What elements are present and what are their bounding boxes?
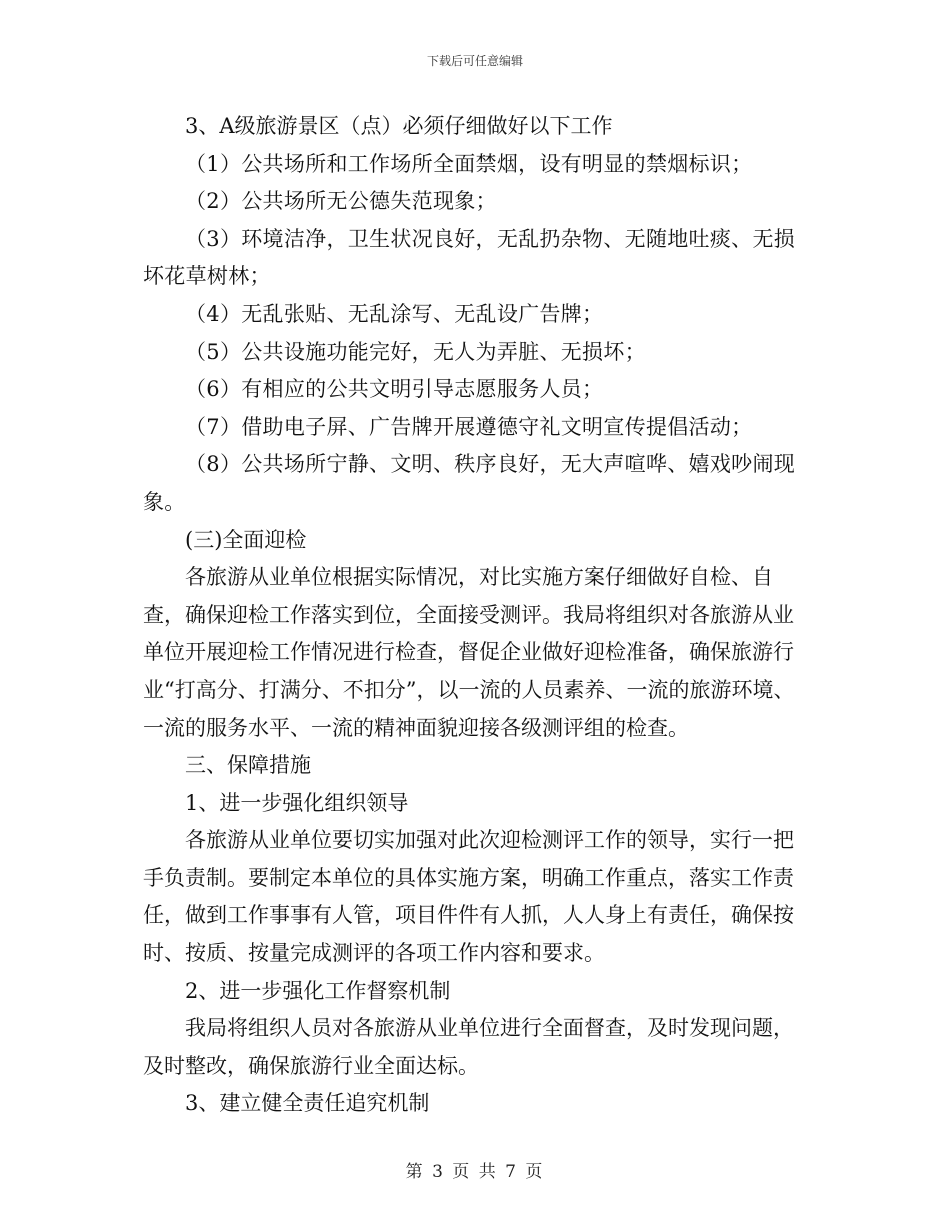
- list-item-6: （6）有相应的公共文明引导志愿服务人员；: [185, 377, 604, 402]
- list-item-3: （3）环境洁净，卫生状况良好，无乱扔杂物、无随地吐痰、无损坏花草树林；: [143, 226, 796, 289]
- list-item-7: （7）借助电子屏、广告牌开展遵德守礼文明宣传提倡活动；: [185, 414, 753, 439]
- section-heading-safeguards: 三、保障措施: [185, 753, 311, 778]
- document-body: [143, 108, 811, 1123]
- list-item-1: （1）公共场所和工作场所全面禁烟，设有明显的禁烟标识；: [185, 151, 753, 176]
- body-paragraph-supervision: 我局将组织人员对各旅游从业单位进行全面督查，及时发现问题，及时整改，确保旅游行业全面达标。: [143, 1016, 794, 1078]
- list-item-8: （8）公共场所宁静、文明、秩序良好，无大声喧哗、嬉戏吵闹现象。: [143, 452, 796, 514]
- body-paragraph-leadership: 各旅游从业单位要切实加强对此次迎检测评工作的领导，实行一把手负责制。要制定本单位的具体实施方案，明确工作重点，落实工作责任，做到工作事事有人管，项目件件有人抓，人人身上有责任，确保按时、按质、按量完成测评的各项工作内容和要求。: [143, 828, 794, 966]
- page-header: 下载后可任意编辑: [426, 54, 523, 68]
- page-number-footer: 第 3 页 共 7 页: [405, 1162, 545, 1182]
- body-paragraph-inspection: 各旅游从业单位根据实际情况，对比实施方案仔细做好自检、自查，确保迎检工作落实到位，全面接受测评。我局将组织对各旅游从业单位开展迎检工作情况进行检查，督促企业做好迎检准备，确保旅游行业“打高分、打满分、不扣分”，以一流的人员素养、一流的旅游环境、一流的服务水平、一流的精神面貌迎接各级测评组的检查。: [143, 565, 795, 740]
- section-heading-a-level-scenic: 3、A级旅游景区（点）必须仔细做好以下工作: [185, 114, 613, 138]
- list-item-5: （5）公共设施功能完好，无人为弄脏、无损坏；: [185, 339, 646, 364]
- subheading-leadership: 1、进一步强化组织领导: [185, 790, 409, 815]
- subheading-accountability: 3、建立健全责任追究机制: [185, 1091, 430, 1116]
- list-item-4: （4）无乱张贴、无乱涂写、无乱设广告牌；: [185, 301, 604, 326]
- list-item-2: （2）公共场所无公德失范现象；: [185, 189, 497, 214]
- subheading-supervision: 2、进一步强化工作督察机制: [185, 978, 451, 1003]
- section-heading-inspection: (三)全面迎检: [185, 527, 307, 552]
